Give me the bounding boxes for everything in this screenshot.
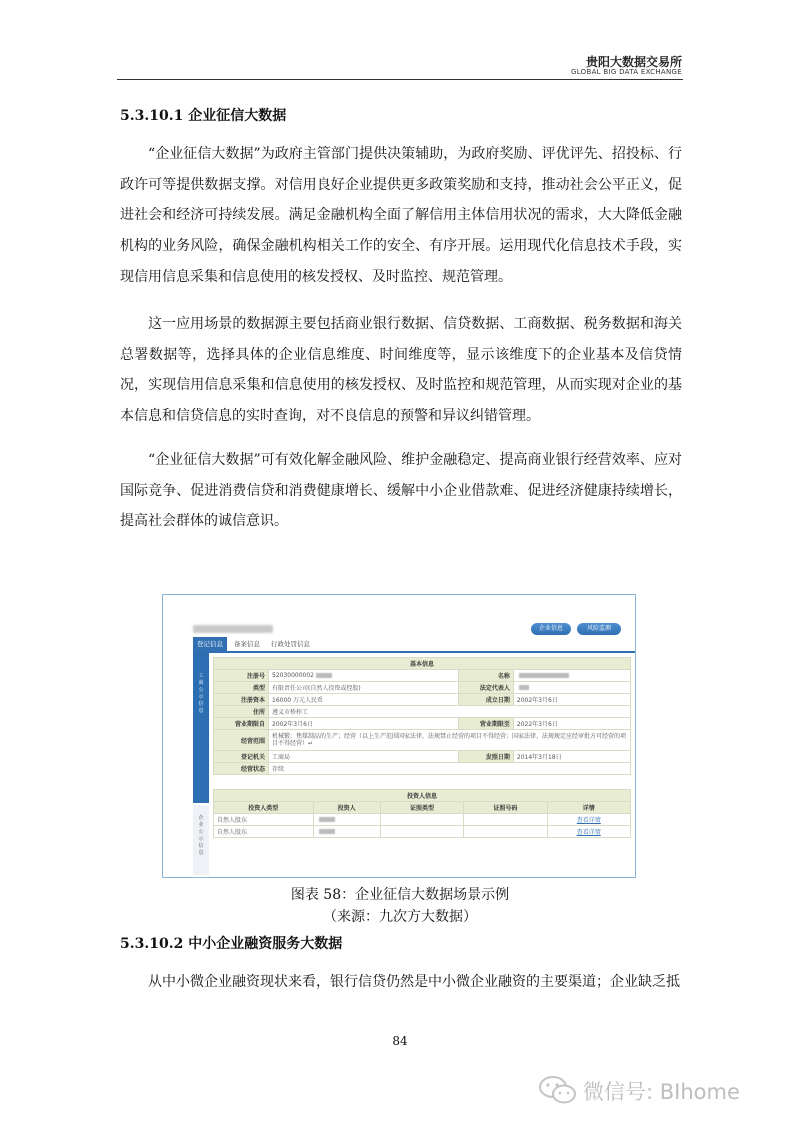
- detail-link: 查看详情: [547, 826, 630, 838]
- redacted-mark: [519, 685, 529, 690]
- figure-caption: 图表 58：企业征信大数据场景示例: [290, 887, 510, 903]
- field-value: 存续: [269, 763, 631, 775]
- field-label: 法定代表人: [458, 682, 513, 694]
- side-label-company: 企业公示信息: [198, 815, 204, 856]
- header-brand: 贵阳大数据交易所: [585, 55, 682, 69]
- license-type: [380, 826, 463, 838]
- field-label: 发照日期: [458, 751, 513, 763]
- paragraph-3: “企业征信大数据”可有效化解金融风险、维护金融稳定、提高商业银行经营效率、应对国际竞争、促进消费信贷和消费健康增长、缓解中小企业借款难、促进经济健康持续增长，提高社会群体的诚信意识。: [120, 452, 682, 530]
- tab-penalty: 行政处罚信息: [271, 640, 310, 648]
- field-label: 营业期限至: [458, 718, 513, 730]
- figure-button-2: 风险监测: [577, 623, 621, 635]
- field-label: 住所: [214, 706, 269, 718]
- field-value: 机械锻：焦煤制品的生产；经营（以上生产范围国家法律、法规禁止经营的项目不得经营；国家法律、法规规定应经审批方可经营的项目不得经营）↵: [269, 730, 631, 751]
- investor-name: [313, 826, 380, 838]
- table-row: [214, 826, 631, 838]
- field-value: 有限责任公司(自然人投资或控股): [269, 682, 459, 694]
- redacted-mark: [319, 817, 335, 822]
- field-value: 遵义市桥梓工: [269, 706, 631, 718]
- table-row: [214, 814, 631, 826]
- field-label: 注册号: [214, 670, 269, 682]
- field-label: 名称: [458, 670, 513, 682]
- field-value: 16000 万元人民币: [269, 694, 459, 706]
- column-header: 投资人: [313, 802, 380, 814]
- blurred-page-title: [193, 625, 273, 633]
- investor-name: [313, 814, 380, 826]
- license-number: [464, 826, 547, 838]
- investor-table: [213, 789, 631, 838]
- field-label: 经营状态: [214, 763, 269, 775]
- license-number: [464, 814, 547, 826]
- column-header: 证照号码: [464, 802, 547, 814]
- field-value: [513, 682, 630, 694]
- field-label: 注册资本: [214, 694, 269, 706]
- page-number: 84: [392, 1034, 408, 1048]
- field-label: 登记机关: [214, 751, 269, 763]
- column-header: 投资人类型: [214, 802, 314, 814]
- credit-screenshot-figure: [162, 594, 636, 878]
- section-title-2: 5.3.10.2 中小企业融资服务大数据: [120, 936, 343, 952]
- field-value: [513, 670, 630, 682]
- field-value: 工商局: [269, 751, 459, 763]
- investor-type: 自然人股东: [214, 826, 314, 838]
- redacted-mark: [519, 673, 569, 678]
- paragraph-1: “企业征信大数据”为政府主管部门提供决策辅助，为政府奖励、评优评先、招投标、行政许可等提供数据支撑。对信用良好企业提供更多政策奖励和支持，推动社会公平正义，促进社会和经济可持续发展。满足金融机构全面了解信用主体信用状况的需求，大大降低金融机构的业务风险，确保金融机构相关工作的安全、有序开展。运用现代化信息技术手段，实现信用信息采集和信息使用的核发授权、及时监控、规范管理。: [120, 146, 682, 285]
- column-header: 详情: [547, 802, 630, 814]
- section-title-1: 5.3.10.1 企业征信大数据: [120, 108, 287, 124]
- watermark-text: 微信号: BIhome: [583, 1080, 740, 1104]
- redacted-mark: [316, 673, 332, 678]
- investor-header: 投资人信息: [214, 790, 631, 802]
- field-label: 经营范围: [214, 730, 269, 751]
- field-value: 2002年3月6日: [513, 694, 630, 706]
- field-value: 2002年3月6日: [269, 718, 459, 730]
- field-label: 类型: [214, 682, 269, 694]
- figure-source: （来源：九次方大数据）: [323, 909, 477, 925]
- field-label: 成立日期: [458, 694, 513, 706]
- header-rule: [117, 79, 683, 80]
- header-brand-en: GLOBAL BIG DATA EXCHANGE: [570, 68, 682, 76]
- figure-tabs: [193, 637, 314, 651]
- field-value: 2022年3月6日: [513, 718, 630, 730]
- column-header: 证照类型: [380, 802, 463, 814]
- basic-info-header: 基本信息: [214, 658, 631, 670]
- paragraph-4: 从中小微企业融资现状来看，银行信贷仍然是中小微企业融资的主要渠道；企业缺乏抵: [148, 974, 680, 990]
- side-label-gov: 工商公示信息: [198, 673, 204, 714]
- wechat-icon: [538, 1074, 578, 1106]
- detail-link: 查看详情: [547, 814, 630, 826]
- tab-filing: 备案信息: [234, 640, 260, 648]
- field-value: 2014年3月18日: [513, 751, 630, 763]
- paragraph-2: 这一应用场景的数据源主要包括商业银行数据、信贷数据、工商数据、税务数据和海关总署数据等，选择具体的企业信息维度、时间维度等，显示该维度下的企业基本及信贷情况，实现信用信息采集和信息使用的核发授权、及时监控和规范管理，从而实现对企业的基本信息和信贷信息的实时查询，对不良信息的预警和异议纠错管理。: [120, 316, 682, 425]
- tab-underline: [193, 651, 635, 653]
- figure-button-1: 企业信息: [531, 623, 571, 635]
- investor-type: 自然人股东: [214, 814, 314, 826]
- field-label: 营业期限自: [214, 718, 269, 730]
- basic-info-table: [213, 657, 631, 775]
- field-value: 52030000002: [269, 670, 459, 682]
- tab-registration: 登记信息: [193, 637, 227, 651]
- redacted-mark: [319, 829, 335, 834]
- license-type: [380, 814, 463, 826]
